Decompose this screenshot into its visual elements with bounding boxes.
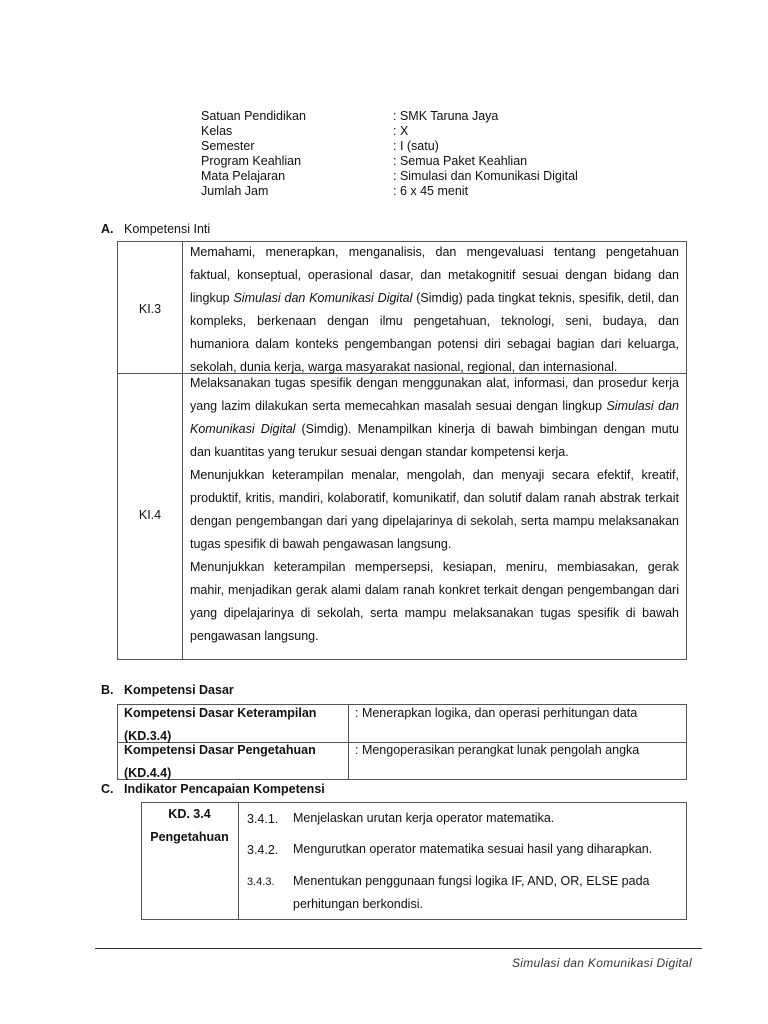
ki3-text — [190, 241, 679, 379]
kd-type: Pengetahuan — [150, 830, 229, 844]
info-label: Mata Pelajaran — [201, 169, 286, 183]
section-b-letter: B. — [101, 683, 114, 697]
indicator-text: Menentukan penggunaan fungsi logika IF, AND, OR, ELSE pada perhitungan berkondisi. — [293, 874, 650, 911]
info-label: Program Keahlian — [201, 154, 302, 168]
ki3-text-b: (Simdig) pada tingkat teknis, spesifik, detil, dan kompleks, berkenaan dengan ilmu pengetahuan, teknologi, seni, budaya, dan humaniora dalam konteks pengembangan potensi diri sebagai bagian dari keluarga, sekolah, dunia kerja, warga masyarakat nasional, regional, dan internasional. — [190, 291, 679, 374]
kd-code: KD. 3.4 — [168, 807, 211, 821]
info-value: : 6 x 45 menit — [393, 184, 469, 198]
indicator-number: 3.4.2. — [247, 843, 279, 857]
section-a-title: Kompetensi Inti — [124, 222, 211, 236]
kd-label-line: Kompetensi Dasar Keterampilan — [124, 706, 317, 720]
indicator-number: 3.4.1. — [247, 812, 279, 826]
ki4-paragraph-2: Menunjukkan keterampilan menalar, mengolah, dan menyaji secara efektif, kreatif, produktif, kritis, mandiri, kolaboratif, komunikatif, dan solutif dalam ranah abstrak terkait dengan pengembangan dari yang dipelajarinya di sekolah, serta mampu melaksanakan tugas spesifik di bawah pengawasan langsung. — [190, 468, 679, 551]
column-divider — [348, 704, 349, 780]
ki3-text-italic: Simulasi dan Komunikasi Digital — [233, 291, 413, 305]
kd-label-code: (KD.4.4) — [124, 766, 172, 780]
kd-pengetahuan-label — [124, 739, 316, 785]
footer-divider — [95, 948, 702, 949]
info-label: Jumlah Jam — [201, 184, 269, 198]
ki3-code: KI.3 — [138, 302, 162, 316]
info-label: Semester — [201, 139, 255, 153]
ki4-paragraph-3: Menunjukkan keterampilan mempersepsi, kesiapan, meniru, membiasakan, gerak mahir, menjadikan gerak alami dalam ranah konkret terkait dengan pengembangan dari yang dipelajarinya di sekolah, serta mampu melaksanakan tugas spesifik di bawah pengawasan langsung. — [190, 560, 679, 643]
ki3-text-a: Memahami, menerapkan, menganalisis, dan mengevaluasi tentang pengetahuan faktual, konseptual, operasional dasar, dan metakognitif sesuai dengan bidang dan lingkup — [190, 245, 679, 305]
info-value: : X — [393, 124, 409, 138]
section-c-title: Indikator Pencapaian Kompetensi — [124, 782, 325, 796]
indicator-text: Mengurutkan operator matematika sesuai hasil yang diharapkan. — [293, 842, 653, 856]
ki4-p1-b: (Simdig). Menampilkan kinerja di bawah bimbingan dengan mutu dan kuantitas yang terukur sesuai dengan standar kompetensi kerja. — [190, 422, 679, 459]
kd-label-code: (KD.3.4) — [124, 729, 172, 743]
info-value: : SMK Taruna Jaya — [393, 109, 499, 123]
indicator-number: 3.4.3. — [247, 876, 275, 888]
info-label: Satuan Pendidikan — [201, 109, 306, 123]
info-value: : Semua Paket Keahlian — [393, 154, 528, 168]
footer-title: Simulasi dan Komunikasi Digital — [511, 956, 692, 970]
column-divider — [238, 802, 239, 920]
info-value: : Simulasi dan Komunikasi Digital — [393, 169, 578, 183]
ki4-p1-a: Melaksanakan tugas spesifik dengan menggunakan alat, informasi, dan prosedur kerja yang lazim dilakukan serta memecahkan masalah sesuai dengan lingkup — [190, 376, 679, 413]
kd-keterampilan-value: : Menerapkan logika, dan operasi perhitungan data — [355, 706, 638, 720]
column-divider — [182, 241, 183, 660]
kd-label-line: Kompetensi Dasar Pengetahuan — [124, 743, 316, 757]
info-value: : I (satu) — [393, 139, 439, 153]
section-c-letter: C. — [101, 782, 114, 796]
ki4-p1-italic: Simulasi dan Komunikasi Digital — [190, 399, 679, 436]
indicator-text: Menjelaskan urutan kerja operator matematika. — [293, 811, 555, 825]
kd-pengetahuan-value: : Mengoperasikan perangkat lunak pengolah angka — [355, 743, 640, 757]
ki4-paragraph-1 — [190, 372, 679, 464]
ki4-text — [190, 372, 679, 648]
info-label: Kelas — [201, 124, 233, 138]
kd-pengetahuan-header — [141, 803, 238, 849]
section-b-title: Kompetensi Dasar — [124, 683, 234, 697]
section-a-letter: A. — [101, 222, 114, 236]
ki4-code: KI.4 — [138, 508, 162, 522]
